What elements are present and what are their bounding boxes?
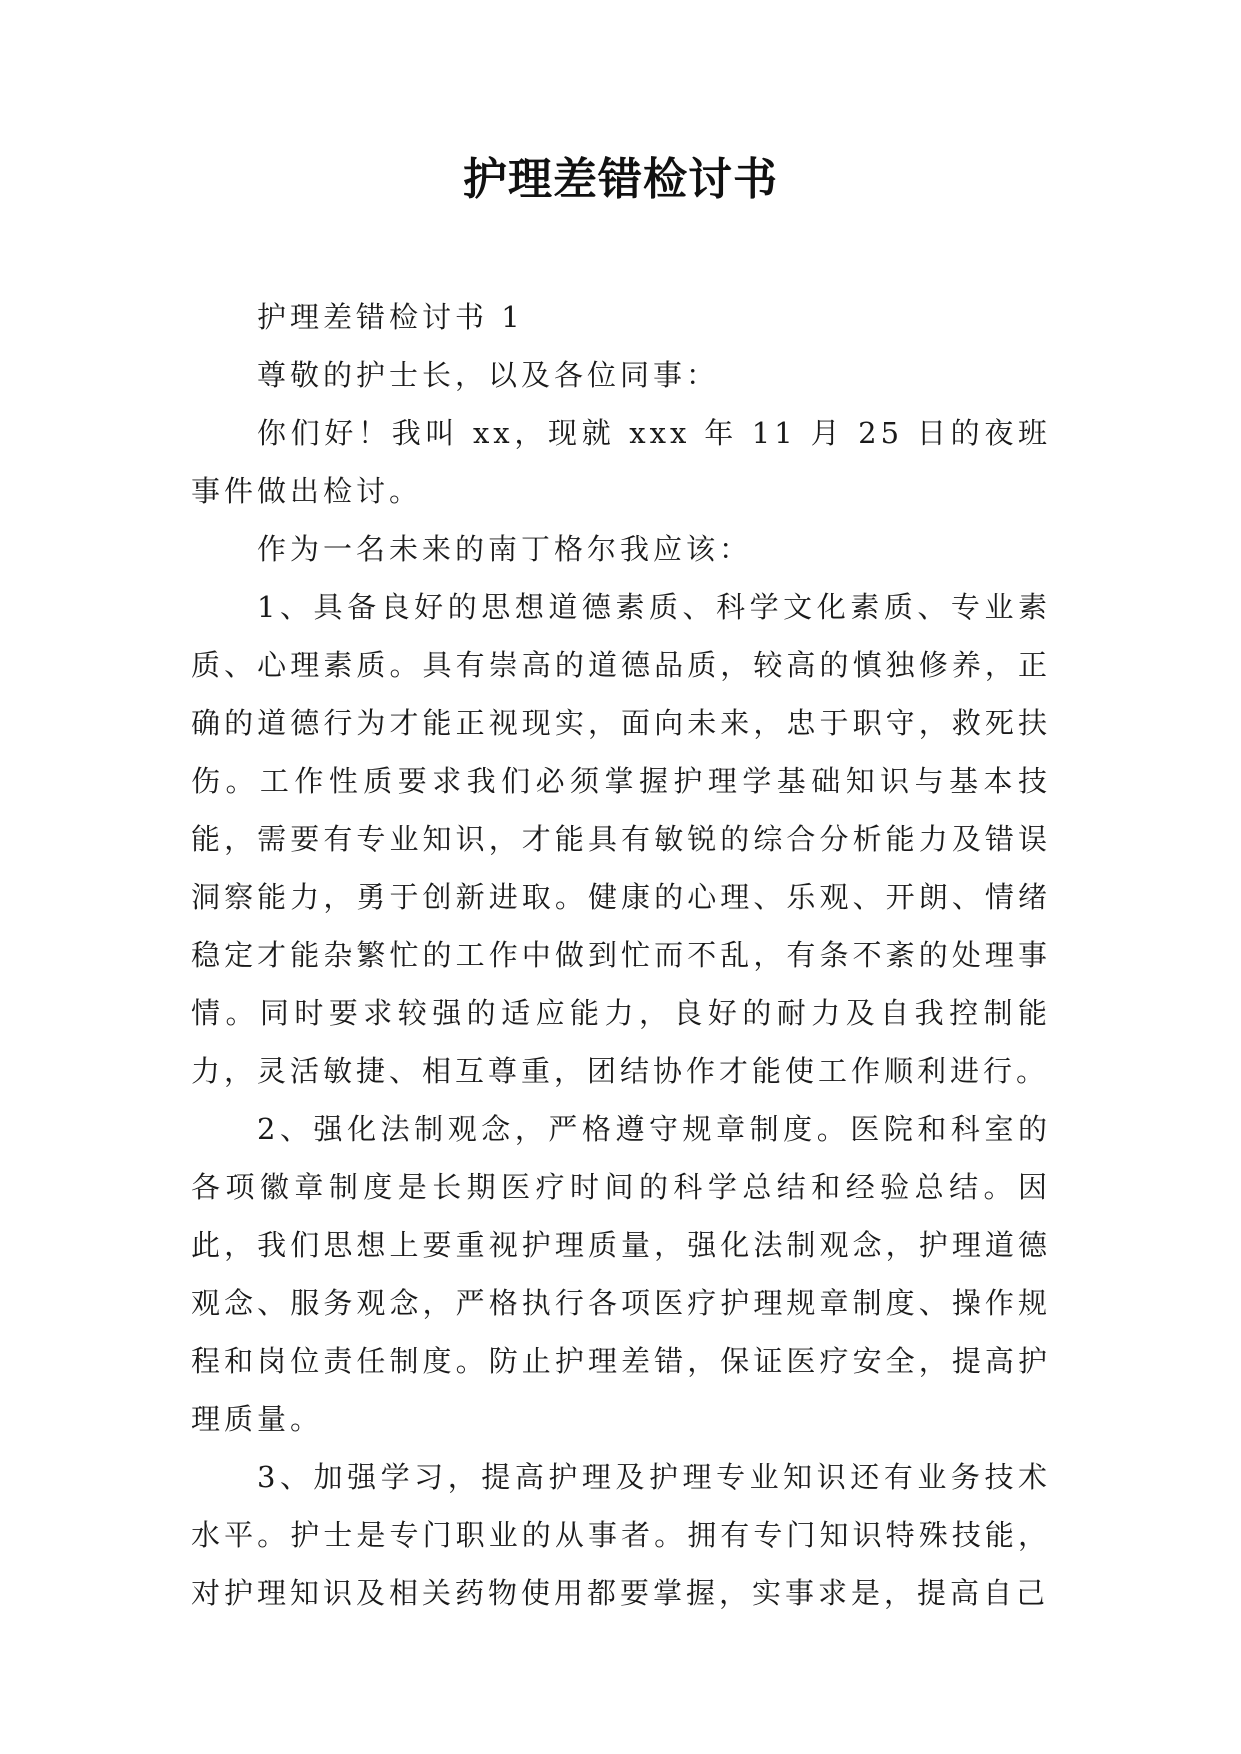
paragraph-point-3: 3、加强学习，提高护理及护理专业知识还有业务技术水平。护士是专门职业的从事者。拥有专门知识特殊技能，对护理知识及相关药物使用都要掌握，实事求是，提高自己 (191, 1460, 1051, 1610)
document-title: 护理差错检讨书 (463, 154, 778, 205)
section-heading: 护理差错检讨书 1 (257, 300, 524, 334)
salutation: 尊敬的护士长，以及各位同事： (257, 358, 720, 392)
document-body (191, 288, 1051, 1622)
paragraph-point-1: 1、具备良好的思想道德素质、科学文化素质、专业素质、心理素质。具有崇高的道德品质，较高的慎独修养，正确的道德行为才能正视现实，面向未来，忠于职守，救死扶伤。工作性质要求我们必须掌握护理学基础知识与基本技能，需要有专业知识，才能具有敏锐的综合分析能力及错误洞察能力，勇于创新进取。健康的心理、乐观、开朗、情绪稳定才能杂繁忙的工作中做到忙而不乱，有条不紊的处理事情。同时要求较强的适应能力，良好的耐力及自我控制能力，灵活敏捷、相互尊重，团结协作才能使工作顺利进行。 (191, 590, 1051, 1088)
paragraph-point-2: 2、强化法制观念，严格遵守规章制度。医院和科室的各项徽章制度是长期医疗时间的科学总结和经验总结。因此，我们思想上要重视护理质量，强化法制观念，护理道德观念、服务观念，严格执行各项医疗护理规章制度、操作规程和岗位责任制度。防止护理差错，保证医疗安全，提高护理质量。 (191, 1112, 1051, 1436)
paragraph-greeting: 你们好！我叫 xx，现就 xxx 年 11 月 25 日的夜班事件做出检讨。 (191, 416, 1051, 508)
paragraph-intro: 作为一名未来的南丁格尔我应该： (257, 532, 753, 566)
